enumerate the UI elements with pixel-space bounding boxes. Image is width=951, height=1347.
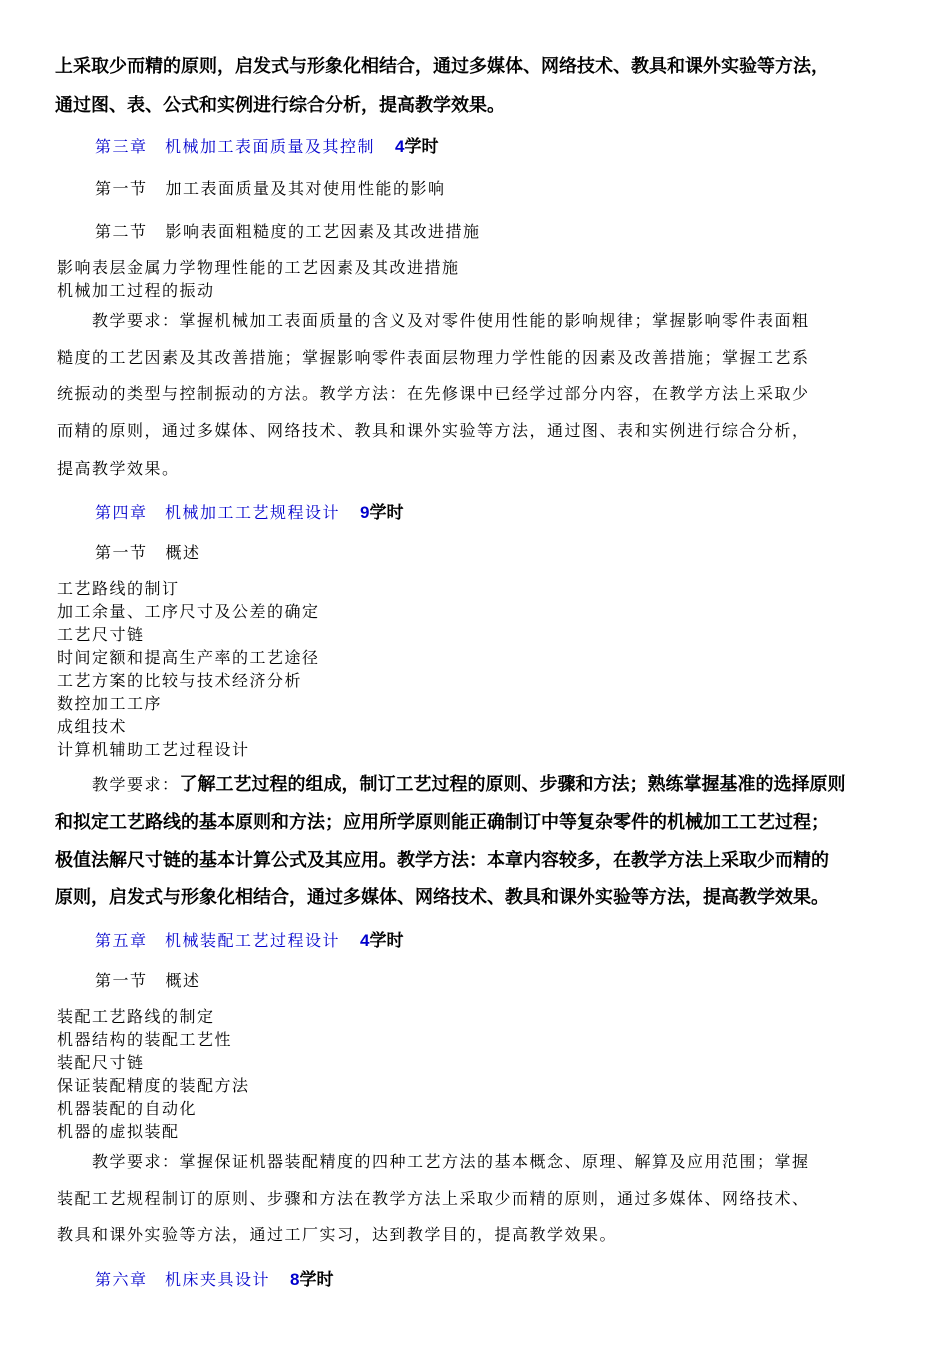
chapter-3-requirement-line: 提高教学效果。: [57, 459, 180, 478]
section-name: 概述: [165, 971, 201, 990]
chapter-4-hours: 9: [360, 503, 370, 522]
requirement-text: 了解工艺过程的组成，制订工艺过程的原则、步骤和方法；熟练掌握基准的选择原则: [179, 774, 846, 794]
chapter-5-requirement-line: 教学要求：掌握保证机器装配精度的四种工艺方法的基本概念、原理、解算及应用范围；掌握: [57, 1152, 810, 1171]
list-item: 数控加工工序: [57, 694, 163, 713]
section-name: 概述: [165, 543, 201, 562]
chapter-4-requirement-line: 极值法解尺寸链的基本计算公式及其应用。教学方法：本章内容较多，在教学方法上采取少而精的: [55, 850, 829, 870]
section-number: 第一节: [95, 971, 148, 990]
chapter-5-title: 第五章 机械装配工艺过程设计: [95, 931, 341, 950]
chapter-3-section-1: [95, 176, 446, 199]
chapter-3-requirement-line: 统振动的类型与控制振动的方法。教学方法：在先修课中已经学过部分内容，在教学方法上采取少: [57, 384, 810, 403]
list-item: 机器的虚拟装配: [57, 1122, 180, 1141]
chapter-4-title: 第四章 机械加工工艺规程设计: [95, 503, 341, 522]
list-item: 机器装配的自动化: [57, 1099, 198, 1118]
chapter-4-requirement-first-line: [57, 770, 846, 796]
section-number: 第一节: [95, 543, 148, 562]
section-name: 加工表面质量及其对使用性能的影响: [165, 179, 446, 198]
chapter-6-hours-unit: 学时: [299, 1270, 334, 1289]
chapter-3-section-2: [95, 219, 481, 242]
section-name: 影响表面粗糙度的工艺因素及其改进措施: [165, 222, 481, 241]
chapter-5-heading: [95, 926, 403, 951]
chapter-4-heading: [95, 498, 403, 523]
chapter-3-title: 第三章 机械加工表面质量及其控制: [95, 137, 376, 156]
list-item: 时间定额和提高生产率的工艺途径: [57, 648, 320, 667]
chapter-4-requirement-line: 和拟定工艺路线的基本原则和方法；应用所学原则能正确制订中等复杂零件的机械加工工艺过程；: [55, 812, 829, 832]
chapter-3-requirement-line: 教学要求：掌握机械加工表面质量的含义及对零件使用性能的影响规律；掌握影响零件表面粗: [57, 311, 810, 330]
list-item: 加工余量、工序尺寸及公差的确定: [57, 602, 320, 621]
list-item: 工艺路线的制订: [57, 579, 180, 598]
chapter-3-hours-unit: 学时: [404, 137, 439, 156]
list-item: 机器结构的装配工艺性: [57, 1030, 233, 1049]
list-item: 工艺方案的比较与技术经济分析: [57, 671, 303, 690]
list-item: 工艺尺寸链: [57, 625, 145, 644]
list-item: 成组技术: [57, 717, 128, 736]
chapter-3-requirement-line: 而精的原则，通过多媒体、网络技术、教具和课外实验等方法，通过图、表和实例进行综合分析，: [57, 421, 810, 440]
chapter-5-requirement-line: 教具和课外实验等方法，通过工厂实习，达到教学目的，提高教学效果。: [57, 1225, 618, 1244]
chapter-5-hours-unit: 学时: [369, 931, 404, 950]
list-item: 影响表层金属力学物理性能的工艺因素及其改进措施: [57, 258, 460, 277]
requirement-label: 教学要求：: [57, 775, 180, 794]
list-item: 保证装配精度的装配方法: [57, 1076, 250, 1095]
section-number: 第二节: [95, 222, 148, 241]
list-item: 装配工艺路线的制定: [57, 1007, 215, 1026]
chapter-4-requirement-line: 原则，启发式与形象化相结合，通过多媒体、网络技术、教具和课外实验等方法，提高教学效果。: [55, 887, 829, 907]
section-number: 第一节: [95, 179, 148, 198]
chapter-5-hours: 4: [360, 931, 370, 950]
intro-line-2: 通过图、表、公式和实例进行综合分析，提高教学效果。: [55, 95, 505, 115]
chapter-4-section-1: [95, 540, 201, 563]
chapter-6-title: 第六章 机床夹具设计: [95, 1270, 271, 1289]
chapter-3-heading: [95, 132, 438, 157]
chapter-5-section-1: [95, 968, 201, 991]
list-item: 装配尺寸链: [57, 1053, 145, 1072]
chapter-5-requirement-line: 装配工艺规程制订的原则、步骤和方法在教学方法上采取少而精的原则，通过多媒体、网络技术、: [57, 1189, 810, 1208]
chapter-3-hours: 4: [395, 137, 405, 156]
chapter-6-heading: [95, 1265, 333, 1290]
chapter-6-hours: 8: [290, 1270, 300, 1289]
chapter-4-hours-unit: 学时: [369, 503, 404, 522]
list-item: 机械加工过程的振动: [57, 281, 215, 300]
list-item: 计算机辅助工艺过程设计: [57, 740, 250, 759]
chapter-3-requirement-line: 糙度的工艺因素及其改善措施；掌握影响零件表面层物理力学性能的因素及改善措施；掌握工艺系: [57, 348, 810, 367]
intro-line-1: 上采取少而精的原则，启发式与形象化相结合，通过多媒体、网络技术、教具和课外实验等方法，: [55, 56, 829, 76]
